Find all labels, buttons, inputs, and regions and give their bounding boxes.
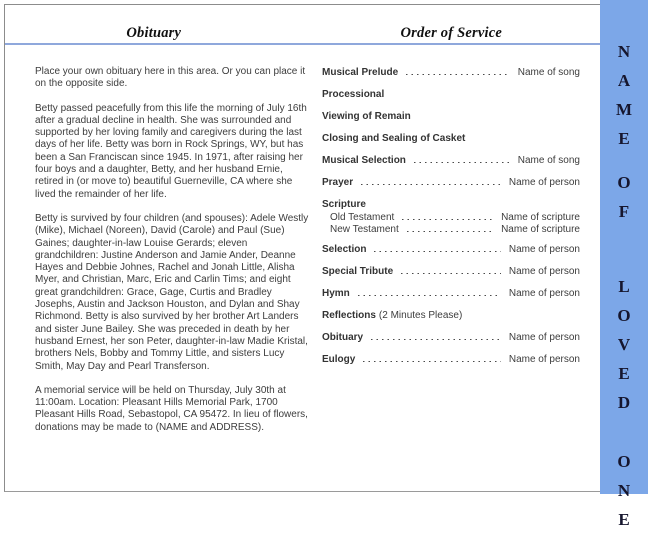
header-divider-line bbox=[5, 43, 600, 45]
service-item-label: Musical Prelude bbox=[322, 67, 399, 78]
service-item-label: Hymn bbox=[322, 288, 350, 299]
dotted-leader bbox=[363, 361, 501, 363]
service-item-label: Closing and Sealing of Casket bbox=[322, 133, 466, 144]
service-item-label: Eulogy bbox=[322, 354, 356, 365]
dotted-leader bbox=[361, 184, 501, 186]
dotted-leader bbox=[414, 162, 510, 164]
service-item-reflections bbox=[322, 310, 580, 321]
order-of-service-column bbox=[322, 67, 580, 376]
service-item-musical-prelude bbox=[322, 67, 580, 78]
service-item-label: Processional bbox=[322, 89, 385, 100]
dotted-leader bbox=[371, 339, 501, 341]
service-item-value: Name of person bbox=[508, 244, 580, 255]
service-item-value: Name of person bbox=[508, 332, 580, 343]
service-item-label: Musical Selection bbox=[322, 155, 406, 166]
dotted-leader bbox=[407, 231, 493, 233]
service-subitem-value: Name of scripture bbox=[501, 224, 580, 235]
obituary-page-title: Obituary bbox=[126, 25, 182, 41]
sidebar-word: OF bbox=[614, 173, 634, 231]
dotted-leader bbox=[374, 251, 500, 253]
service-item-value: Name of song bbox=[517, 67, 580, 78]
dotted-leader bbox=[401, 273, 501, 275]
service-subitem-label: Old Testament bbox=[330, 212, 395, 223]
service-item-note: (2 Minutes Please) bbox=[378, 310, 463, 321]
service-item-special-tribute bbox=[322, 266, 580, 277]
service-item-eulogy bbox=[322, 354, 580, 365]
service-item-value: Name of person bbox=[508, 288, 580, 299]
service-item-musical-selection bbox=[322, 155, 580, 166]
right-header-cell bbox=[303, 14, 601, 42]
service-subitem-new-testament bbox=[322, 224, 580, 235]
service-item-selection bbox=[322, 244, 580, 255]
obituary-paragraph: Betty passed peacefully from this life the morning of July 16th after a gradual decline in health. She was surrounded and supported by her loving family and caregivers during the last days of her life. Betty was born in Rock Springs, WY, but has been a San Franciscan since 1945. In 1971, after raising her four boys and a daughter, Betty, and her husband Ernie, retired in (or move to) beautiful Guerneville, CA where she lived the remainder of her life. bbox=[35, 102, 307, 200]
service-item-value: Name of song bbox=[517, 155, 580, 166]
sidebar-word: LOVED bbox=[614, 277, 634, 422]
service-item-prayer bbox=[322, 177, 580, 188]
dotted-leader bbox=[358, 295, 501, 297]
service-item-viewing-of-remain bbox=[322, 111, 580, 122]
service-item-label: Prayer bbox=[322, 177, 354, 188]
service-item-label: Viewing of Remain bbox=[322, 111, 411, 122]
service-item-label: Obituary bbox=[322, 332, 364, 343]
service-item-obituary bbox=[322, 332, 580, 343]
service-item-processional bbox=[322, 89, 580, 100]
obituary-text-column bbox=[35, 66, 311, 446]
sidebar-word: NAME bbox=[614, 42, 634, 158]
service-subitem-label: New Testament bbox=[330, 224, 399, 235]
name-of-loved-one-sidebar bbox=[600, 0, 648, 539]
obituary-paragraph: A memorial service will be held on Thursday, July 30th at 11:00am. Location: Pleasant Hills Memorial Park, 1700 Pleasant Hills Road, Sebastopol, CA 95472. In lieu of flowers, donations may be made to (NAME and ADDRESS). bbox=[35, 384, 308, 433]
service-item-label: Scripture bbox=[322, 199, 366, 210]
order-of-service-page-title: Order of Service bbox=[400, 25, 502, 41]
sidebar-word: ONE bbox=[614, 452, 634, 539]
obituary-paragraph: Betty is survived by four children (and spouses): Adele Westly (Mike), Michael (Noreen), David (Carole) and Paul (Sue) Gaines; daughter-in-law Louise Gerards; eleven grandchildren: Justine Anderson and Jamie Ander, Deanne Hayes and Debbie Johnes, Rachel and Jonah Little, Alisha Myer, and Christian, Marc, Eric and Carlin Tims; and eight great grandchildren: Grace, Gage, Curtis and Bradley Josephs, Austin and Jackson Houston, and Dylan and Shay Richmond. Betty is also survived by her brother Art Landers and sister June Bailey. She was preceded in death by her husband Ernest, her son Peter, daughter-in-law Madie Kristal, brothers Nels, Bobby and Tommy Little, and sisters Lucy Smith, May Day and Pearl Transferson. bbox=[35, 212, 309, 372]
dotted-leader bbox=[402, 219, 493, 221]
header-row bbox=[5, 14, 600, 42]
left-header-cell bbox=[5, 14, 303, 42]
service-item-hymn bbox=[322, 288, 580, 299]
service-subitem-value: Name of scripture bbox=[501, 212, 580, 223]
service-item-scripture bbox=[322, 199, 580, 210]
obituary-paragraph: Place your own obituary here in this area. Or you can place it on the opposite side. bbox=[35, 66, 306, 90]
service-item-label: Reflections bbox=[322, 310, 376, 321]
service-item-closing-and-sealing bbox=[322, 133, 580, 144]
service-item-scripture-group bbox=[322, 199, 580, 235]
service-item-label: Selection bbox=[322, 244, 367, 255]
dotted-leader bbox=[406, 74, 510, 76]
service-item-value: Name of person bbox=[508, 354, 580, 365]
service-subitem-old-testament bbox=[322, 212, 580, 223]
service-item-value: Name of person bbox=[508, 266, 580, 277]
service-item-value: Name of person bbox=[508, 177, 580, 188]
service-item-label: Special Tribute bbox=[322, 266, 394, 277]
